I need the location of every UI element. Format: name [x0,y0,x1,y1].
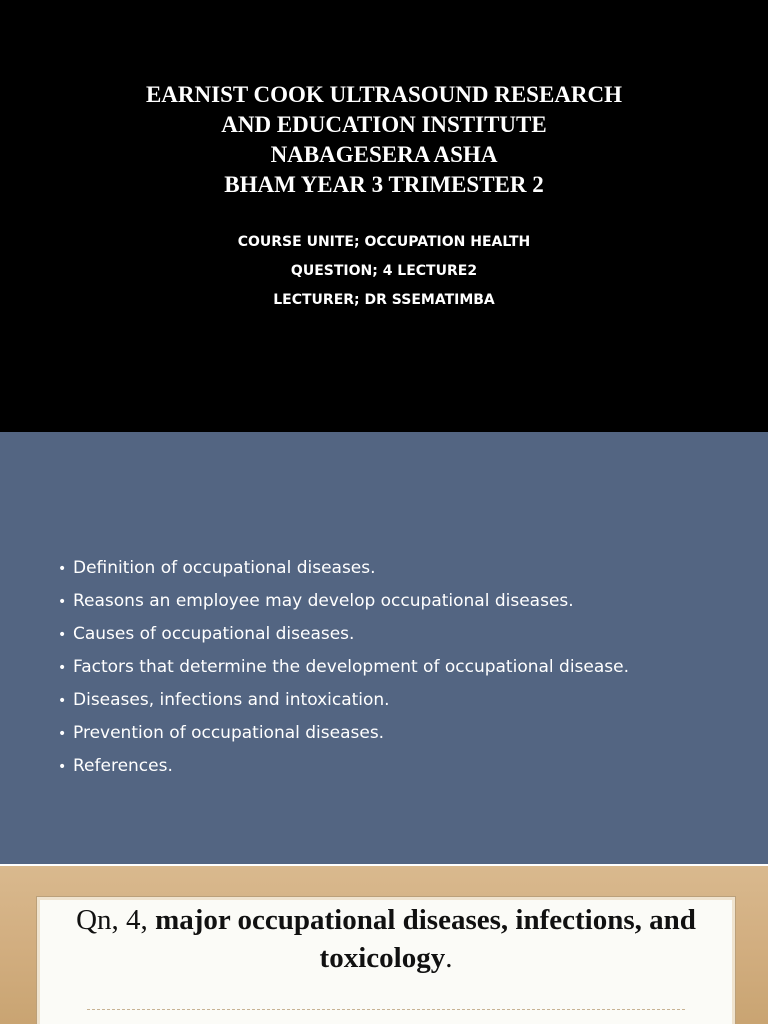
outline-list [58,552,629,783]
list-item [58,750,629,783]
question-box [36,896,736,1024]
institute-title [0,80,768,200]
bullet-icon: • [58,660,67,676]
dashed-rule [87,1009,685,1010]
list-item-text: References. [73,756,173,776]
question-line: QUESTION; 4 LECTURE2 [290,263,478,279]
outline-slide [0,432,768,864]
question-slide [0,866,768,1024]
list-item [58,717,629,750]
bullet-icon: • [58,726,67,742]
list-item-text: Reasons an employee may develop occupational diseases. [73,591,574,611]
list-item [58,651,629,684]
question-topic: major occupational diseases, infections, and toxicology [155,904,696,974]
course-info [0,228,768,315]
bullet-icon: • [58,594,67,610]
bullet-icon: • [58,759,67,775]
list-item [58,585,629,618]
list-item-text: Definition of occupational diseases. [73,558,376,578]
bullet-icon: • [58,627,67,643]
list-item-text: Causes of occupational diseases. [73,624,355,644]
bullet-icon: • [58,693,67,709]
course-unit-line: COURSE UNITE; OCCUPATION HEALTH [237,234,531,250]
bullet-icon: • [58,561,67,577]
question-suffix: . [445,942,453,974]
question-heading [37,901,735,977]
title-line: AND EDUCATION INSTITUTE [221,112,547,137]
title-line: BHAM YEAR 3 TRIMESTER 2 [224,172,544,197]
lecturer-line: LECTURER; DR SSEMATIMBA [273,292,495,308]
list-item [58,552,629,585]
title-line: NABAGESERA ASHA [270,142,498,167]
question-prefix: Qn, 4, [76,904,156,936]
list-item [58,684,629,717]
list-item [58,618,629,651]
list-item-text: Diseases, infections and intoxication. [73,690,390,710]
list-item-text: Prevention of occupational diseases. [73,723,385,743]
title-slide [0,0,768,432]
title-line: EARNIST COOK ULTRASOUND RESEARCH [145,82,623,107]
list-item-text: Factors that determine the development of occupational disease. [73,657,630,677]
